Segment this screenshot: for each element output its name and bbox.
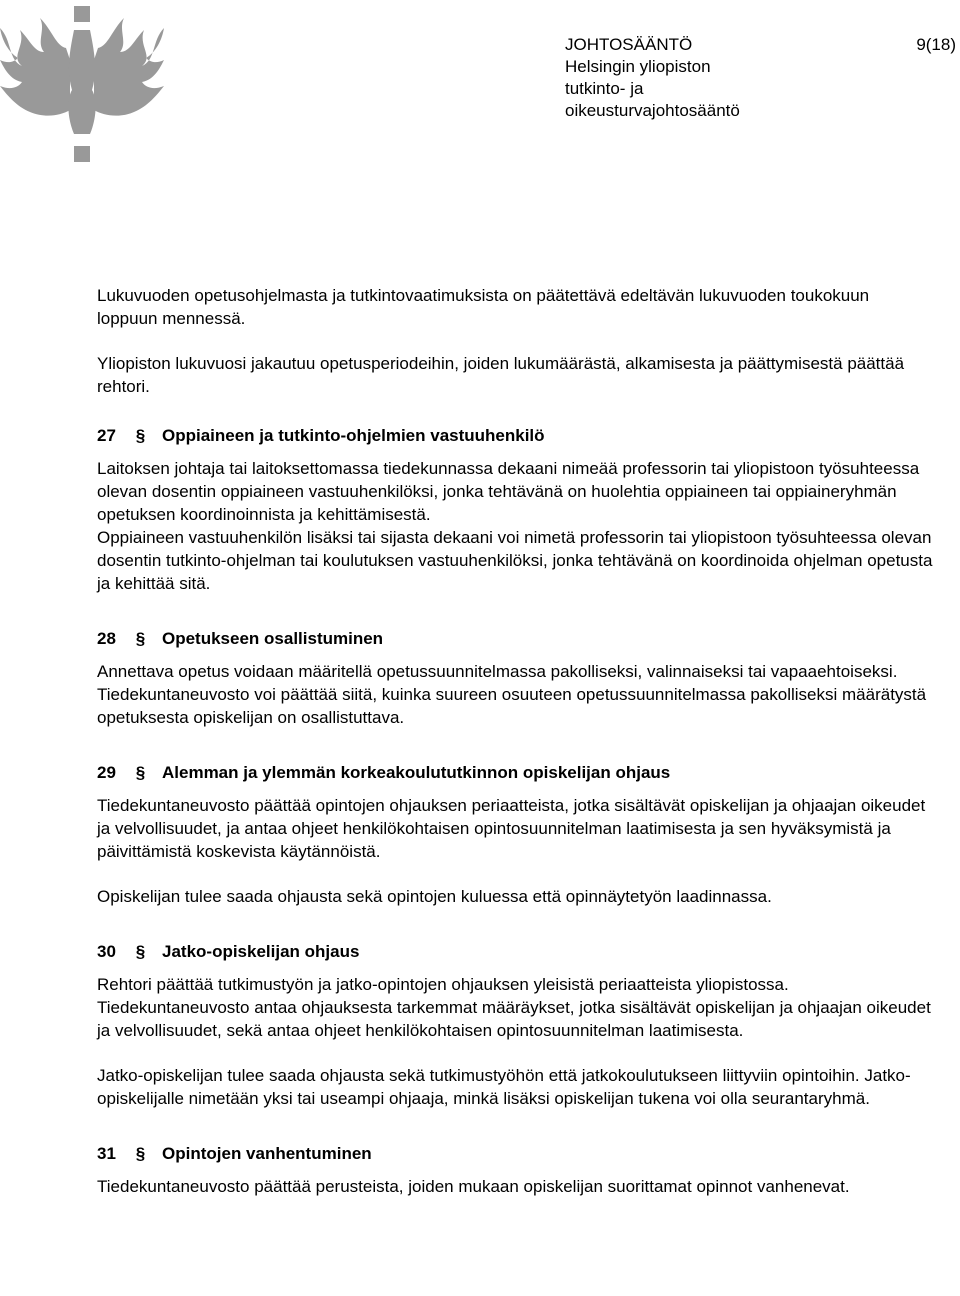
university-logo [0, 0, 170, 170]
section-30 [97, 940, 933, 1110]
helsinki-university-flame-logo-icon [0, 0, 170, 170]
section-mark: § [135, 426, 146, 445]
section-paragraph: Tiedekuntaneuvosto antaa ohjauksesta tarkemmat määräykset, jotka sisältävät opiskelijan ja ohjaajan oikeudet ja velvollisuudet, sekä antaa ohjeet henkilökohtaisen opintosuunnitelman laatimisesta. [97, 998, 931, 1040]
section-paragraph: Opiskelijan tulee saada ohjausta sekä opintojen kuluessa että opinnäytetyön laadinnassa. [97, 887, 772, 906]
header-line-university: Helsingin yliopiston [565, 57, 711, 76]
section-title: Opintojen vanhentuminen [162, 1144, 372, 1163]
section-27 [97, 424, 933, 595]
page-number: 9(18) [916, 35, 956, 54]
section-paragraph: Rehtori päättää tutkimustyön ja jatko-opintojen ohjauksen yleisistä periaatteista yliopistossa. [97, 975, 789, 994]
section-number: 27 [97, 426, 116, 445]
section-heading [97, 424, 933, 447]
section-title: Jatko-opiskelijan ohjaus [162, 942, 360, 961]
section-title: Opetukseen osallistuminen [162, 629, 384, 648]
section-mark: § [135, 942, 146, 961]
header-line-degree: tutkinto- ja [565, 79, 644, 98]
section-heading [97, 1142, 933, 1165]
intro-paragraph: Yliopiston lukuvuosi jakautuu opetusperiodeihin, joiden lukumäärästä, alkamisesta ja päättymisestä päättää rehtori. [97, 354, 905, 396]
section-paragraph: Laitoksen johtaja tai laitoksettomassa tiedekunnassa dekaani nimeää professorin tai yliopistoon työsuhteessa olevan dosentin oppiaineen vastuuhenkilöksi, jonka tehtävänä on huolehtia oppiaineen tai oppiaineryhmän opetuksen koordinoinnista ja kehittämisestä. [97, 459, 920, 524]
section-sentence: Jatko-opiskelijan tulee saada ohjausta sekä tutkimustyöhön että jatkokoulutukseen liittyviin opintoihin. [97, 1066, 860, 1085]
document-type: JOHTOSÄÄNTÖ [565, 35, 693, 54]
section-mark: § [135, 763, 146, 782]
section-paragraph: Tiedekuntaneuvosto päättää opintojen ohjauksen periaatteista, jotka sisältävät opiskelijan ja ohjaajan oikeudet ja velvollisuudet, ja antaa ohjeet henkilökohtaisen opintosuunnitelman laatimisesta ja sen hyväksymistä ja päivittämistä koskevista käytännöistä. [97, 796, 926, 861]
section-paragraph: Oppiaineen vastuuhenkilön lisäksi tai sijasta dekaani voi nimetä professorin tai yliopistoon työsuhteessa olevan dosentin tutkinto-ohjelman tai koulutuksen vastuuhenkilöksi, jonka tehtävänä on koordinoida ohjelman opetusta ja kehittää sitä. [97, 528, 933, 593]
section-heading [97, 940, 933, 963]
section-paragraph [97, 660, 933, 729]
document-header [565, 34, 740, 122]
section-sentence: Tiedekuntaneuvosto voi päättää siitä, kuinka suureen osuuteen opetussuunnitelmassa pakolliseksi määrätystä opetuksesta opiskelijan on osallistuttava. [97, 685, 927, 727]
section-heading [97, 761, 933, 784]
section-sentence: Jatko-opiskelijalle nimetään yksi tai useampi ohjaaja, minkä lisäksi opiskelijan tukena voi olla seurantaryhmä. [97, 1066, 911, 1108]
section-number: 28 [97, 629, 116, 648]
section-paragraph: Tiedekuntaneuvosto päättää perusteista, joiden mukaan opiskelijan suorittamat opinnot vanhenevat. [97, 1177, 850, 1196]
section-heading [97, 627, 933, 650]
section-mark: § [135, 1144, 146, 1163]
section-29 [97, 761, 933, 908]
intro-paragraph: Lukuvuoden opetusohjelmasta ja tutkintovaatimuksista on päätettävä edeltävän lukuvuoden toukokuun loppuun mennessä. [97, 286, 870, 328]
section-28 [97, 627, 933, 729]
header-line-regulation: oikeusturvajohtosääntö [565, 101, 740, 120]
section-mark: § [135, 629, 146, 648]
section-paragraph [97, 1064, 933, 1110]
section-number: 31 [97, 1144, 116, 1163]
section-number: 29 [97, 763, 116, 782]
section-number: 30 [97, 942, 116, 961]
section-title: Alemman ja ylemmän korkeakoulututkinnon opiskelijan ohjaus [162, 763, 671, 782]
section-title: Oppiaineen ja tutkinto-ohjelmien vastuuhenkilö [162, 426, 545, 445]
section-31 [97, 1142, 933, 1198]
section-sentence: Annettava opetus voidaan määritellä opetussuunnitelmassa pakolliseksi, valinnaiseksi tai vapaaehtoiseksi. [97, 662, 898, 681]
document-body [97, 284, 933, 1220]
